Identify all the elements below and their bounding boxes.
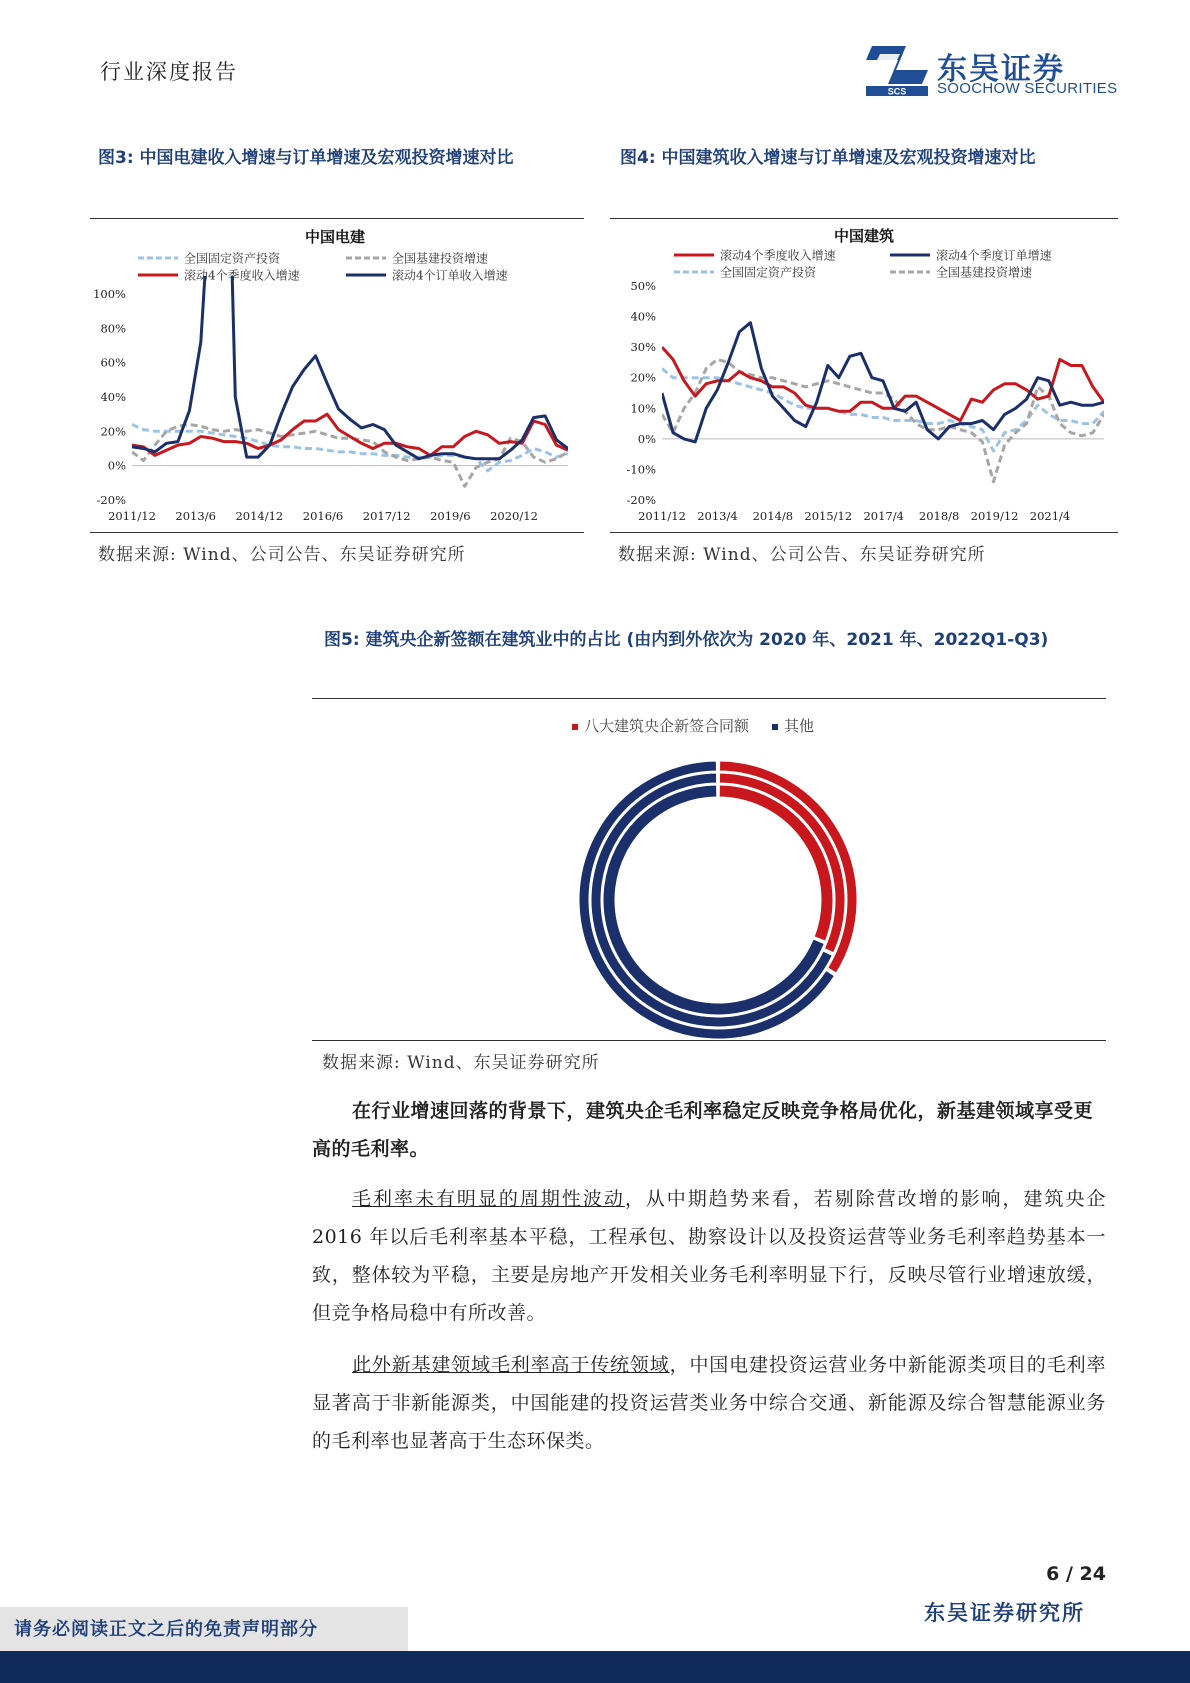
legend-label-2: 滚动4个季度收入增速 [184,268,300,283]
y-tick-label: 10% [630,401,656,416]
x-tick-label: 2019/12 [970,509,1019,523]
y-tick-label: 60% [100,355,126,370]
x-tick-label: 2017/12 [362,509,411,523]
paragraph-2-text: ，中国电建投资运营业务中新能源类项目的毛利率显著高于非新能源类，中国能建的投资运营类业务中综合交通、新能源及综合智慧能源业务的毛利率也显著高于生态环保类。 [312,1354,1106,1452]
series-全国固定资产投资 [132,425,568,471]
paragraph-2 [312,1346,1106,1460]
y-tick-label: -20% [626,493,656,507]
y-tick-label: 100% [93,287,126,301]
x-tick-label: 2014/8 [752,509,794,523]
footer-firm: 东吴证券研究所 [924,1601,1085,1625]
x-tick-label: 2014/12 [235,509,284,523]
fig5-top-rule [312,698,1106,699]
y-tick-label: 40% [100,390,126,404]
x-tick-label: 2015/12 [804,509,853,523]
y-tick-label: 20% [100,424,126,439]
paragraph-1 [312,1180,1106,1332]
section-heading: 在行业增速回落的背景下，建筑央企毛利率稳定反映竞争格局优化，新基建领域享受更高的毛利率。 [312,1100,1094,1160]
fig4-bottom-rule [610,532,1118,533]
x-tick-label: 2011/12 [108,509,156,523]
y-tick-label: -20% [96,493,126,507]
x-tick-label: 2021/4 [1029,509,1071,523]
report-type: 行业深度报告 [100,60,238,84]
fig5-chart [312,700,1106,1040]
y-tick-label: 80% [100,321,126,336]
y-tick-label: 40% [630,309,656,324]
chart1-title: 中国电建 [304,228,366,246]
legend-label-1: 滚动4个季度订单增速 [936,248,1052,263]
y-tick-label: 0% [107,458,126,473]
fig4-source: 数据来源: Wind、公司公告、东吴证券研究所 [618,545,986,565]
fig3-chart [90,220,584,530]
disclaimer-banner: 请务必阅读正文之后的免责声明部分 [0,1607,408,1651]
fig3-source: 数据来源: Wind、公司公告、东吴证券研究所 [98,545,466,565]
legend-label-3: 全国基建投资增速 [936,265,1033,280]
logo-icon [866,44,932,96]
y-tick-label: 20% [630,370,656,385]
logo-text-cn: 东吴证券 [937,52,1065,87]
fig3-bottom-rule [90,532,584,533]
x-tick-label: 2017/4 [863,509,904,523]
x-tick-label: 2018/8 [918,509,960,523]
paragraph-1-lead: 毛利率未有明显的周期性波动 [352,1188,625,1210]
x-tick-label: 2016/6 [302,509,344,523]
legend-label-0: 全国固定资产投资 [184,251,281,266]
logo-mark: SCS [887,86,907,96]
x-tick-label: 2011/12 [638,509,686,523]
fig4-title: 图4: 中国建筑收入增速与订单增速及宏观投资增速对比 [620,148,1036,168]
y-tick-label: 0% [637,431,656,446]
x-tick-label: 2013/4 [697,509,738,523]
fig3-title: 图3: 中国电建收入增速与订单增速及宏观投资增速对比 [98,148,514,168]
legend-label-1: 其他 [784,717,815,735]
legend-label-0: 滚动4个季度收入增速 [720,248,836,263]
legend-label-1: 全国基建投资增速 [392,251,489,266]
y-tick-label: -10% [626,462,656,477]
y-tick-label: 50% [630,279,656,293]
fig5-title: 图5: 建筑央企新签额在建筑业中的占比 (由内到外依次为 2020 年、2021 年、2022Q1-Q3) [324,630,1049,650]
legend-label-3: 滚动4个订单收入增速 [392,268,508,283]
fig5-bottom-rule [312,1040,1106,1041]
page-number: 6 / 24 [1046,1563,1106,1585]
x-tick-label: 2020/12 [490,509,538,523]
legend-label-2: 全国固定资产投资 [720,265,817,280]
legend-swatch-0 [572,724,578,730]
legend-label-0: 八大建筑央企新签合同额 [584,717,750,735]
fig4-top-rule [610,218,1118,219]
logo-text-en: SOOCHOW SECURITIES [937,80,1118,97]
footer-band [0,1651,1190,1683]
x-tick-label: 2019/6 [430,509,471,523]
y-tick-label: 30% [630,340,656,355]
x-tick-label: 2013/6 [175,509,216,523]
chart2-title: 中国建筑 [833,227,895,245]
fig5-source: 数据来源: Wind、东吴证券研究所 [322,1053,600,1073]
legend-swatch-1 [772,724,778,730]
paragraph-2-lead: 此外新基建领域毛利率高于传统领域 [352,1354,670,1376]
fig3-top-rule [90,218,584,219]
fig4-chart [610,220,1118,530]
paragraph-1-text: ，从中期趋势来看，若剔除营改增的影响，建筑央企 2016 年以后毛利率基本平稳，工程承包、勘察设计以及投资运营等业务毛利率趋势基本一致，整体较为平稳，主要是房地产开发相关业务毛利率明显下行，反映尽管行业增速放缓，但竞争格局稳中有所改善。 [312,1188,1106,1324]
